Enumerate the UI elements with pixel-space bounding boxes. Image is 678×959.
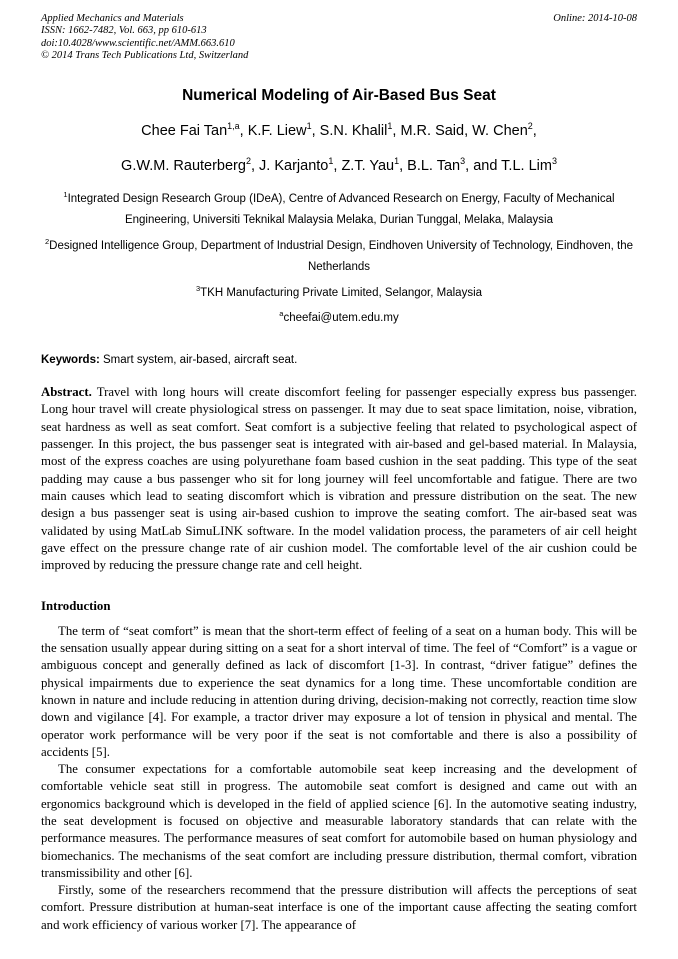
journal-header-line: © 2014 Trans Tech Publications Ltd, Switzerland — [41, 49, 249, 61]
author-superscript: 1 — [394, 156, 400, 167]
journal-header-line: ISSN: 1662-7482, Vol. 663, pp 610-613 — [41, 25, 207, 37]
paragraph: The consumer expectations for a comfortable automobile seat keep increasing and the development of comfortable vehicle seat still in progress. The automobile seat comfort is designed and came out with an ergonomics background which is developed in the field of applied science [6]. In the automotive seating industry, the seat development is focused on objective and measurable laboratory standards that can relate with the performance measures. The performance measures of seat comfort for automobile based on human physiology and biomechanics. The mechanisms of the seat comfort are including pressure distribution, thermal comfort, vibration transmissibility and other [6]. — [41, 762, 637, 880]
abstract-label: Abstract. — [41, 385, 92, 400]
author-line-2: G.W.M. Rauterberg$^2$, J. Karjanto$^1$, Z.T. Yau$^1$, B.L. Tan$^3$, and T.L. Lim$^3$ — [121, 156, 557, 174]
keywords-line — [41, 353, 637, 367]
affiliation-superscript: 1 — [63, 189, 68, 199]
abstract-text: Travel with long hours will create discomfort feeling for passenger especially express bus passenger. Long hour travel will create physiological stress on passenger. It may due to seat space limitation, noise, vibration, seat hardness as well as seat comfort. Seat comfort is a subjective feeling that related to psychological aspect of passenger. In this project, the bus passenger seat is integrated with air-based and gel-based material. In Malaysia, most of the express coaches are using polyurethane foam based cushion in the seat padding. This type of the seat padding may cause a bus passenger who sit for long journey will feel uncomfortable and fatigue. There are two main causes which lead to seating discomfort which is vibration and pressure distribution on the seat. The new design a bus passenger seat is using air-based cushion to improve the seating comfort. The air-based seat was validated by using MatLab SimuLINK software. In the model validation process, the parameters of air cell height gave effect on the pressure change rate of air cushion model. The comfortable level of the air cushion could be improved by reducing the pressure change rate and cell height. — [41, 385, 637, 573]
affiliation-line: $^3$TKH Manufacturing Private Limited, Selangor, Malaysia — [195, 283, 483, 299]
affiliation-superscript: 3 — [195, 283, 201, 293]
affiliations — [41, 184, 637, 329]
author-superscript: 3 — [460, 156, 466, 167]
affiliation-line: $^a$cheefai@utem.edu.my — [279, 309, 399, 325]
journal-header-line: Applied Mechanics and Materials — [41, 13, 184, 24]
journal-header — [41, 13, 637, 62]
author-superscript: 1 — [387, 121, 393, 132]
author-list — [41, 111, 637, 181]
journal-header-left — [41, 13, 248, 62]
paper-title: Numerical Modeling of Air-Based Bus Seat — [182, 87, 496, 105]
affiliation-line: $^1$Integrated Design Research Group (IDeA), Centre of Advanced Research on Energy, Faculty of Mechanical Engineering, Universiti Teknikal Malaysia Melaka, Durian Tunggal, Melaka, Malaysia — [63, 189, 615, 226]
affiliation-superscript: 2 — [44, 236, 50, 246]
journal-header-line: doi:10.4028/www.scientific.net/AMM.663.610 — [41, 37, 235, 49]
author-superscript: 1 — [306, 121, 312, 132]
section-heading-introduction: Introduction — [41, 599, 111, 614]
keywords-text: Smart system, air-based, aircraft seat. — [99, 354, 298, 367]
author-superscript: 3 — [551, 156, 557, 167]
affiliation-superscript: a — [279, 309, 284, 319]
author-superscript: 1,a — [227, 121, 240, 132]
author-superscript: 2 — [245, 156, 251, 167]
introduction-body — [41, 623, 637, 934]
author-superscript: 1 — [328, 156, 334, 167]
paragraph: The term of “seat comfort” is mean that the short-term effect of feeling of a seat on a human body. This will be the sensation usually appear during sitting on a seat for a short interval of time. The feel of “Comfort” is a vague or ambiguous concept and generally defined as lack of discomfort [1-3]. In contrast, “driver fatigue” defines the physical impairments due to experience the seat dynamics for a long time. These uncomfortable condition are known in nature and include reducing in attention during driving, decision-making not correctly, reaction time slow down and vigilance [4]. For example, a tractor driver may exposure a lot of tension in physical and mental. The operator work performance will be very poor if the seat is not comfortable and there is also a possibility of accidents [5]. — [41, 623, 637, 759]
author-superscript: 2 — [527, 121, 533, 132]
affiliation-line: $^2$Designed Intelligence Group, Department of Industrial Design, Eindhoven University of Technology, Eindhoven, the Netherlands — [44, 236, 634, 273]
abstract — [41, 384, 637, 574]
keywords-label: Keywords: — [41, 354, 100, 367]
online-date: Online: 2014-10-08 — [553, 13, 637, 24]
paragraph: Firstly, some of the researchers recommend that the pressure distribution will affects the perceptions of seat comfort. Pressure distribution at human-seat interface is one of the important cause affecting the seating comfort and work efficiency of various worker [7]. The appearance of — [41, 883, 637, 932]
author-line-1: Chee Fai Tan$^{1,a}$, K.F. Liew$^1$, S.N. Khalil$^1$, M.R. Said, W. Chen$^2$, — [141, 121, 537, 140]
